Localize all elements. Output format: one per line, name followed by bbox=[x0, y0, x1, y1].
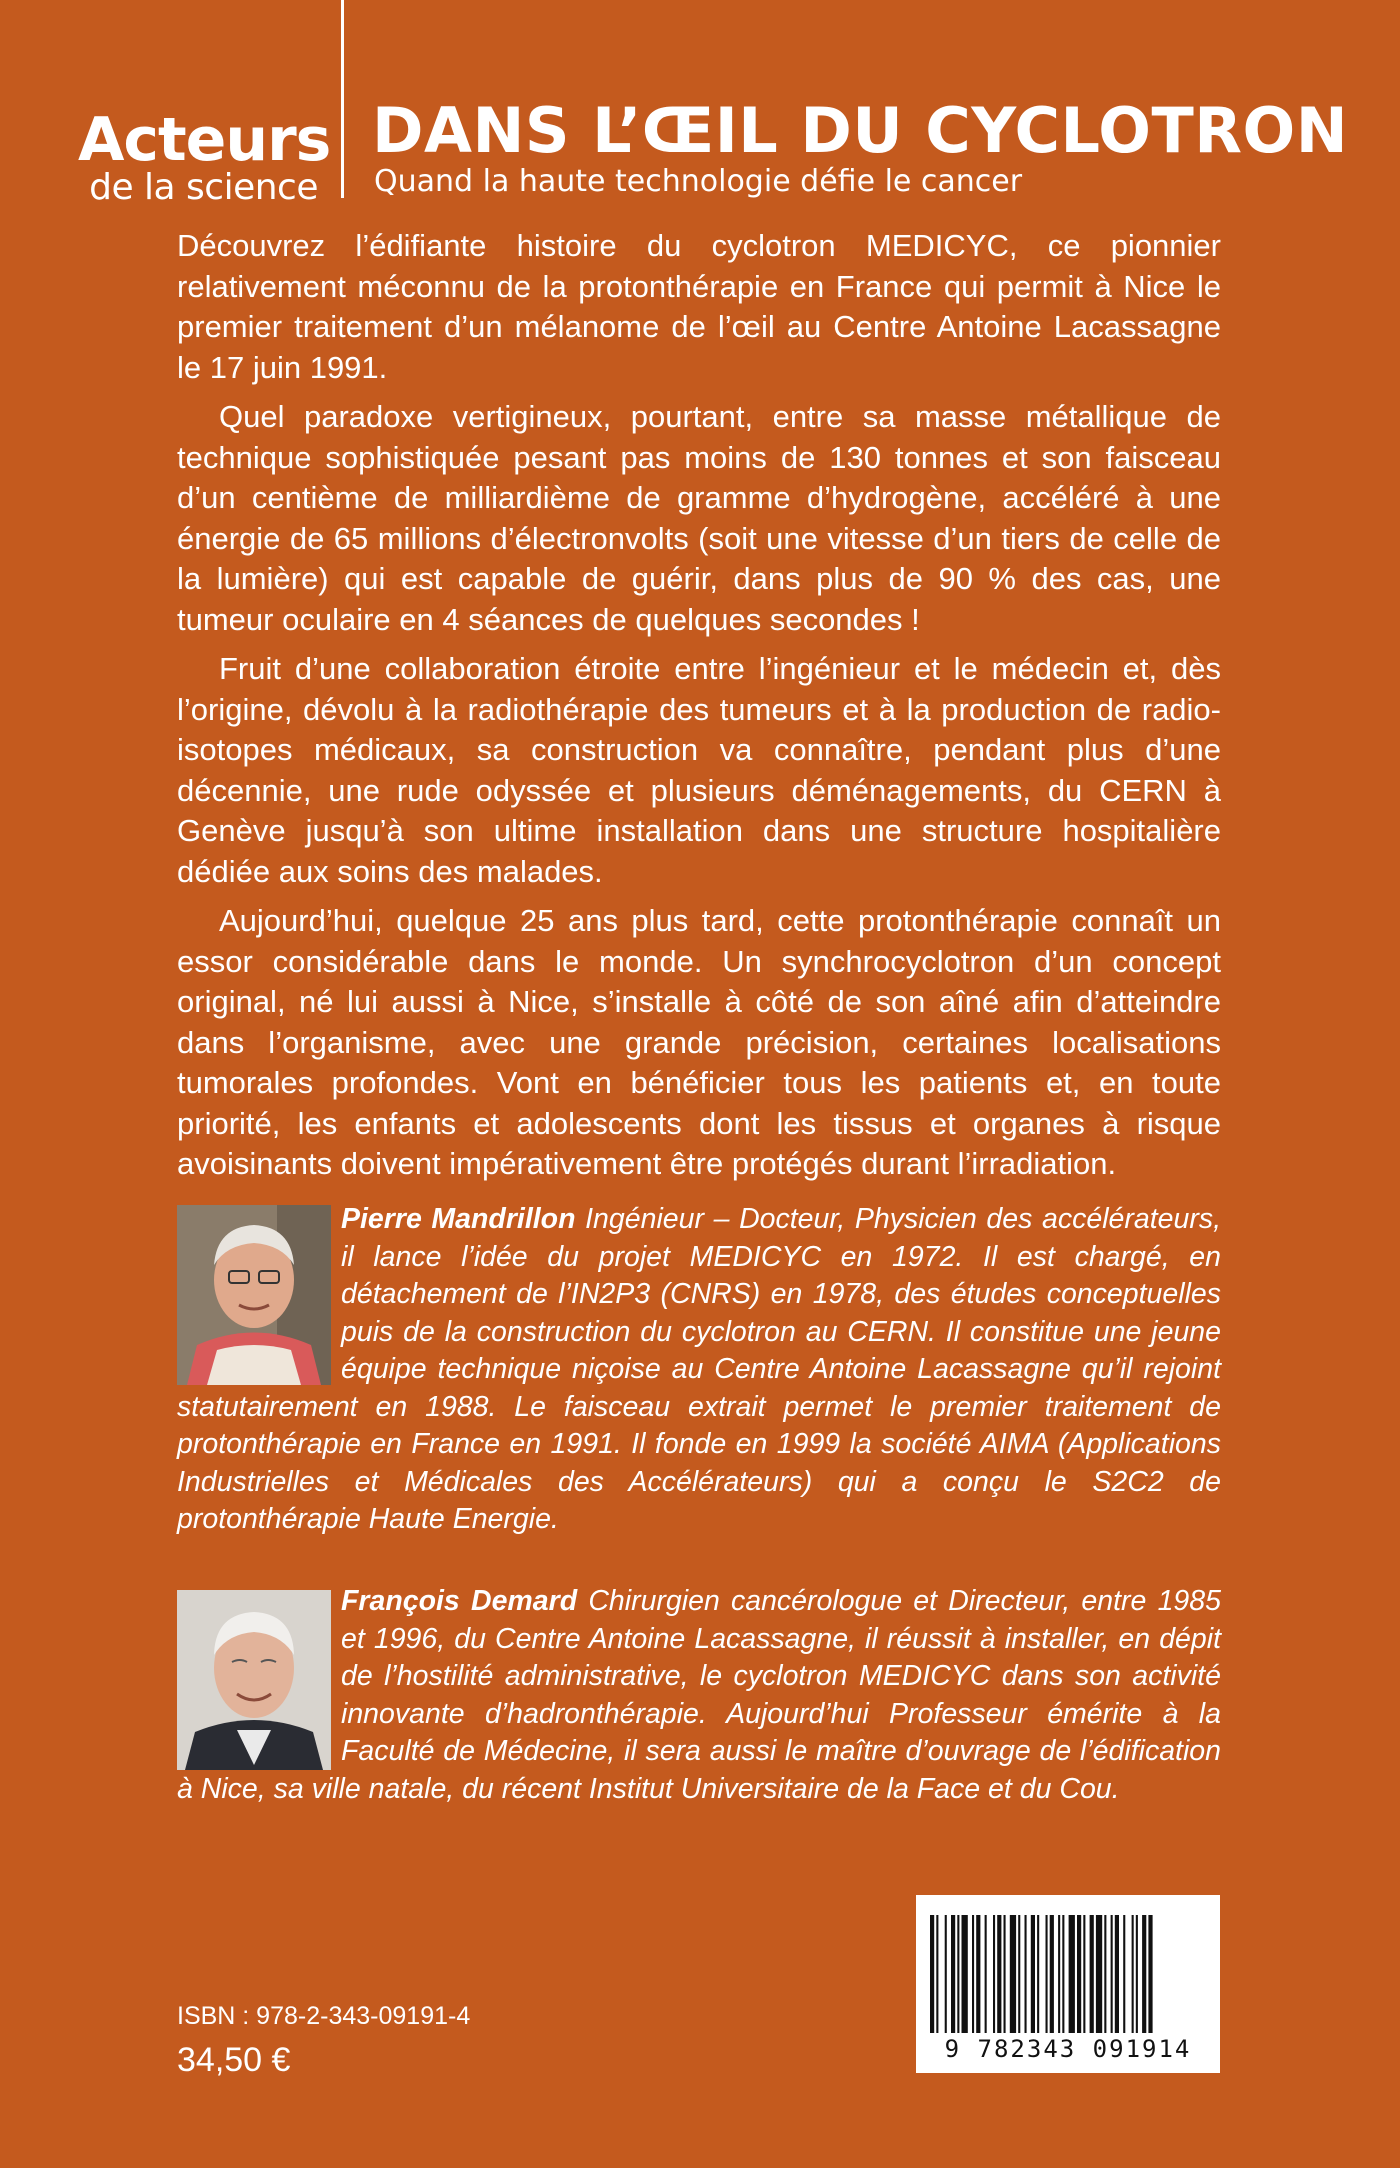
book-title: DANS L’ŒIL DU CYCLOTRON bbox=[372, 94, 1349, 167]
series-subtitle: de la science bbox=[89, 167, 318, 208]
blurb-paragraph-1: Découvrez l’édifiante histoire du cyclotron MEDICYC, ce pionnier relativement méconnu de la protonthérapie en France qui permit à Nice le premier traitement d’un mélanome de l’œil au Centre Antoine Lacassagne le 17 juin 1991. bbox=[177, 228, 1221, 385]
series-logo bbox=[78, 105, 331, 208]
barcode bbox=[916, 1895, 1220, 2073]
isbn: ISBN : 978-2-343-09191-4 bbox=[177, 2002, 471, 2030]
author-name-demard: François Demard bbox=[341, 1585, 578, 1617]
barcode-bars bbox=[930, 1915, 1206, 2033]
author-bio-demard bbox=[177, 1583, 1221, 1808]
blurb-paragraph-3: Fruit d’une collaboration étroite entre l’ingénieur et le médecin et, dès l’origine, dévolu à la radiothérapie des tumeurs et à la production de radio-isotopes médicaux, sa construction va connaître, pendant plus d’une décennie, une rude odyssée et plusieurs déménagements, du CERN à Genève jusqu’à son ultime installation dans une structure hospitalière dédiée aux soins des malades. bbox=[177, 651, 1221, 889]
author-name-mandrillon: Pierre Mandrillon bbox=[341, 1203, 576, 1235]
header-divider bbox=[341, 0, 344, 198]
blurb-paragraph-4: Aujourd’hui, quelque 25 ans plus tard, cette protonthérapie connaît un essor considérable dans le monde. Un synchrocyclotron d’un concept original, né lui aussi à Nice, s’installe à côté de son aîné afin d’atteindre dans l’organisme, avec une grande précision, certaines localisations tumorales profondes. Vont en bénéficier tous les patients et, en toute priorité, les enfants et adolescents dont les tissus et organes à risque avoisinants doivent impérativement être protégés durant l’irradiation. bbox=[177, 903, 1221, 1181]
blurb-paragraph-2: Quel paradoxe vertigineux, pourtant, entre sa masse métallique de technique sophistiquée pesant pas moins de 130 tonnes et son faisceau d’un centième de milliardième de gramme d’hydrogène, accéléré à une énergie de 65 millions d’électronvolts (soit une vitesse d’un tiers de celle de la lumière) qui est capable de guérir, dans plus de 90 % des cas, une tumeur oculaire en 4 séances de quelques secondes ! bbox=[177, 399, 1221, 637]
blurb bbox=[177, 226, 1221, 1194]
author-text-demard: Chirurgien cancérologue et Directeur, entre 1985 et 1996, du Centre Antoine Lacassagne, il réussit à installer, en dépit de l’hostilité administrative, le cyclotron MEDICYC dans son activité innovante d’hadronthérapie. Aujourd’hui Professeur émérite à la Faculté de Médecine, il sera aussi le maître d’ouvrage de l’édification à Nice, sa ville natale, du récent Institut Universitaire de la Face et du Cou. bbox=[177, 1585, 1221, 1805]
series-title: Acteurs bbox=[78, 105, 331, 175]
author-bio-mandrillon bbox=[177, 1201, 1221, 1539]
author-text-mandrillon: Ingénieur – Docteur, Physicien des accélérateurs, il lance l’idée du projet MEDICYC en 1972. Il est chargé, en détachement de l’IN2P3 (CNRS) en 1978, des études conceptuelles puis de la construction du cyclotron au CERN. Il constitue une jeune équipe technique niçoise au Centre Antoine Lacassagne qu’il rejoint statutairement en 1988. Le faisceau extrait permet le premier traitement de protonthérapie en France en 1991. Il fonde en 1999 la société AIMA (Applications Industrielles et Médicales des Accélérateurs) qui a conçu le S2C2 de protonthérapie Haute Energie. bbox=[177, 1203, 1221, 1535]
price: 34,50 € bbox=[177, 2041, 291, 2079]
barcode-digits: 9 782343 091914 bbox=[944, 2035, 1192, 2063]
book-subtitle: Quand la haute technologie défie le cancer bbox=[374, 164, 1023, 199]
